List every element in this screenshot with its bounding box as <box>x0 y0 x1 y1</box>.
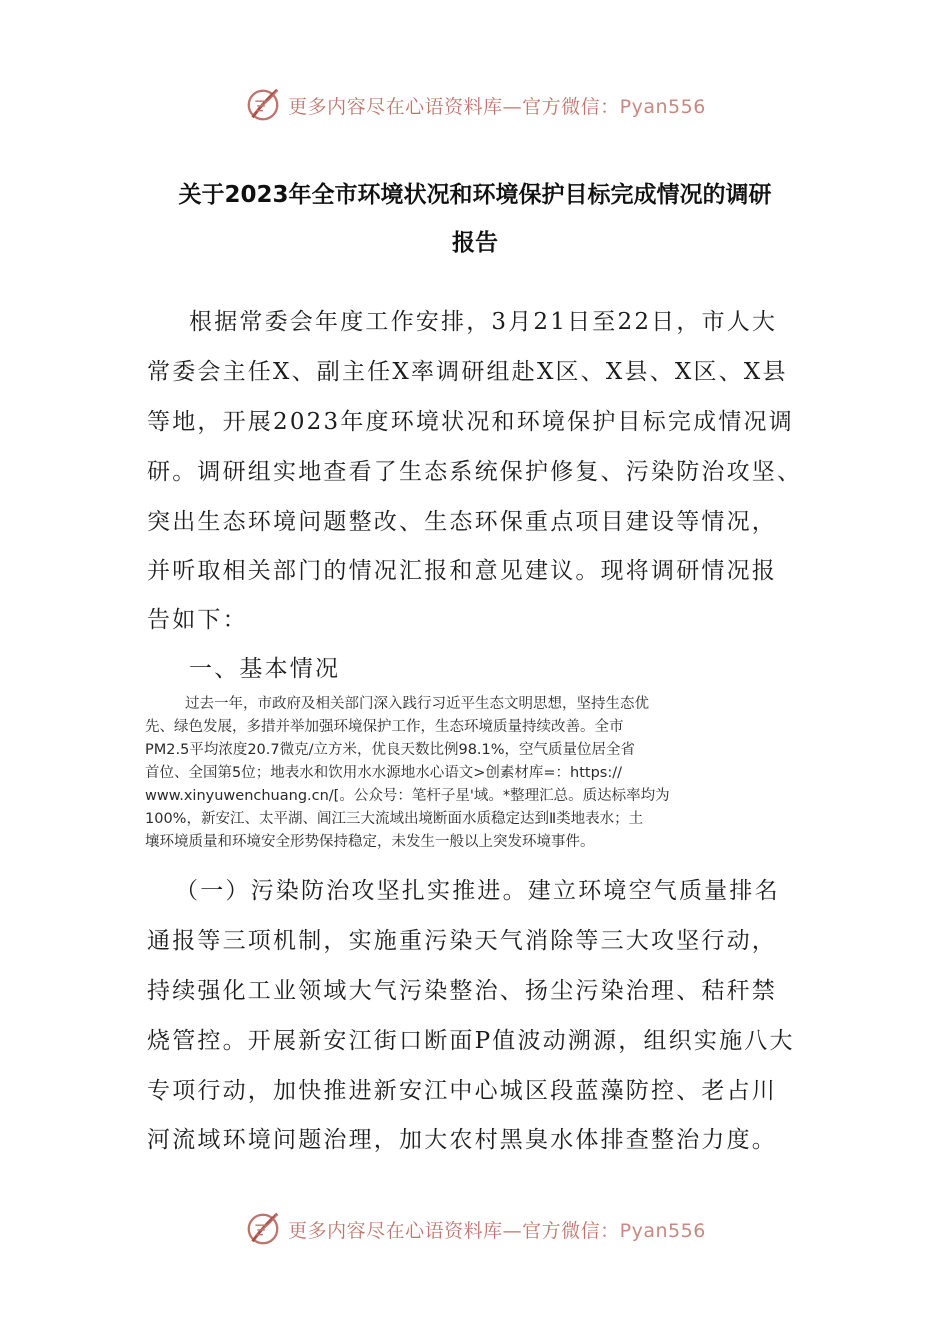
watermark-footer <box>0 1204 950 1254</box>
subsection-line: 持续强化工业领域大气污染整治、扬尘污染治理、秸秆禁 <box>147 978 777 1004</box>
subsection-line: （一）污染防治攻坚扎实推进。建立环境空气质量排名 <box>175 878 780 904</box>
intro-line: 并听取相关部门的情况汇报和意见建议。现将调研情况报 <box>147 558 777 584</box>
watermark-text <box>288 1216 706 1243</box>
small-line: 先、绿色发展，多措并举加强环境保护工作，生态环境质量持续改善。全市 <box>145 719 624 735</box>
watermark-text <box>288 92 706 119</box>
small-line: www.xinyuwenchuang.cn/[。公众号：笔杆子星'域。*整理汇总。质达标率均为 <box>145 788 670 804</box>
subsection-line: 通报等三项机制，实施重污染天气消除等三大攻坚行动， <box>147 928 777 954</box>
small-line: 首位、全国第5位；地表水和饮用水水源地水心语文>创素材库=：https:// <box>145 765 622 781</box>
small-line: 100%，新安江、太平湖、阊江三大流域出境断面水质稳定达到Ⅱ类地表水；土 <box>145 811 644 827</box>
intro-line: 等地，开展2023年度环境状况和环境保护目标完成情况调 <box>147 409 794 435</box>
subsection-line: 河流域环境问题治理，加大农村黑臭水体排查整治力度。 <box>147 1127 777 1153</box>
intro-line: 突出生态环境问题整改、生态环保重点项目建设等情况， <box>147 509 777 535</box>
intro-line: 告如下： <box>147 607 248 633</box>
watermark-header <box>0 80 950 130</box>
intro-line: 研。调研组实地查看了生态系统保护修复、污染防治攻坚、 <box>147 459 803 485</box>
quill-seal-icon <box>244 1210 282 1248</box>
document-title-line-2: 报告 <box>452 230 498 256</box>
intro-line: 常委会主任X、副主任X率调研组赴X区、X县、X区、X县 <box>147 359 788 385</box>
watermark-label: 更多内容尽在心语资料库—官方微信： <box>288 95 620 118</box>
small-line: PM2.5平均浓度20.7微克/立方米，优良天数比例98.1%，空气质量位居全省 <box>145 742 636 758</box>
subsection-line: 烧管控。开展新安江街口断面P值波动溯源，组织实施八大 <box>147 1028 795 1054</box>
small-line: 过去一年，市政府及相关部门深入践行习近平生态文明思想，坚持生态优 <box>185 696 649 712</box>
section-heading: 一、基本情况 <box>189 656 341 682</box>
watermark-label: 更多内容尽在心语资料库—官方微信： <box>288 1219 620 1242</box>
quill-seal-icon <box>244 86 282 124</box>
subsection-line: 专项行动，加快推进新安江中心城区段蓝藻防控、老占川 <box>147 1078 777 1104</box>
watermark-wechat-id: Pyan556 <box>619 1219 706 1242</box>
watermark-wechat-id: Pyan556 <box>619 95 706 118</box>
document-title-line-1: 关于2023年全市环境状况和环境保护目标完成情况的调研 <box>178 182 772 208</box>
small-line: 壤环境质量和环境安全形势保持稳定，未发生一般以上突发环境事件。 <box>145 834 595 850</box>
intro-line: 根据常委会年度工作安排，3月21日至22日，市人大 <box>189 309 778 335</box>
